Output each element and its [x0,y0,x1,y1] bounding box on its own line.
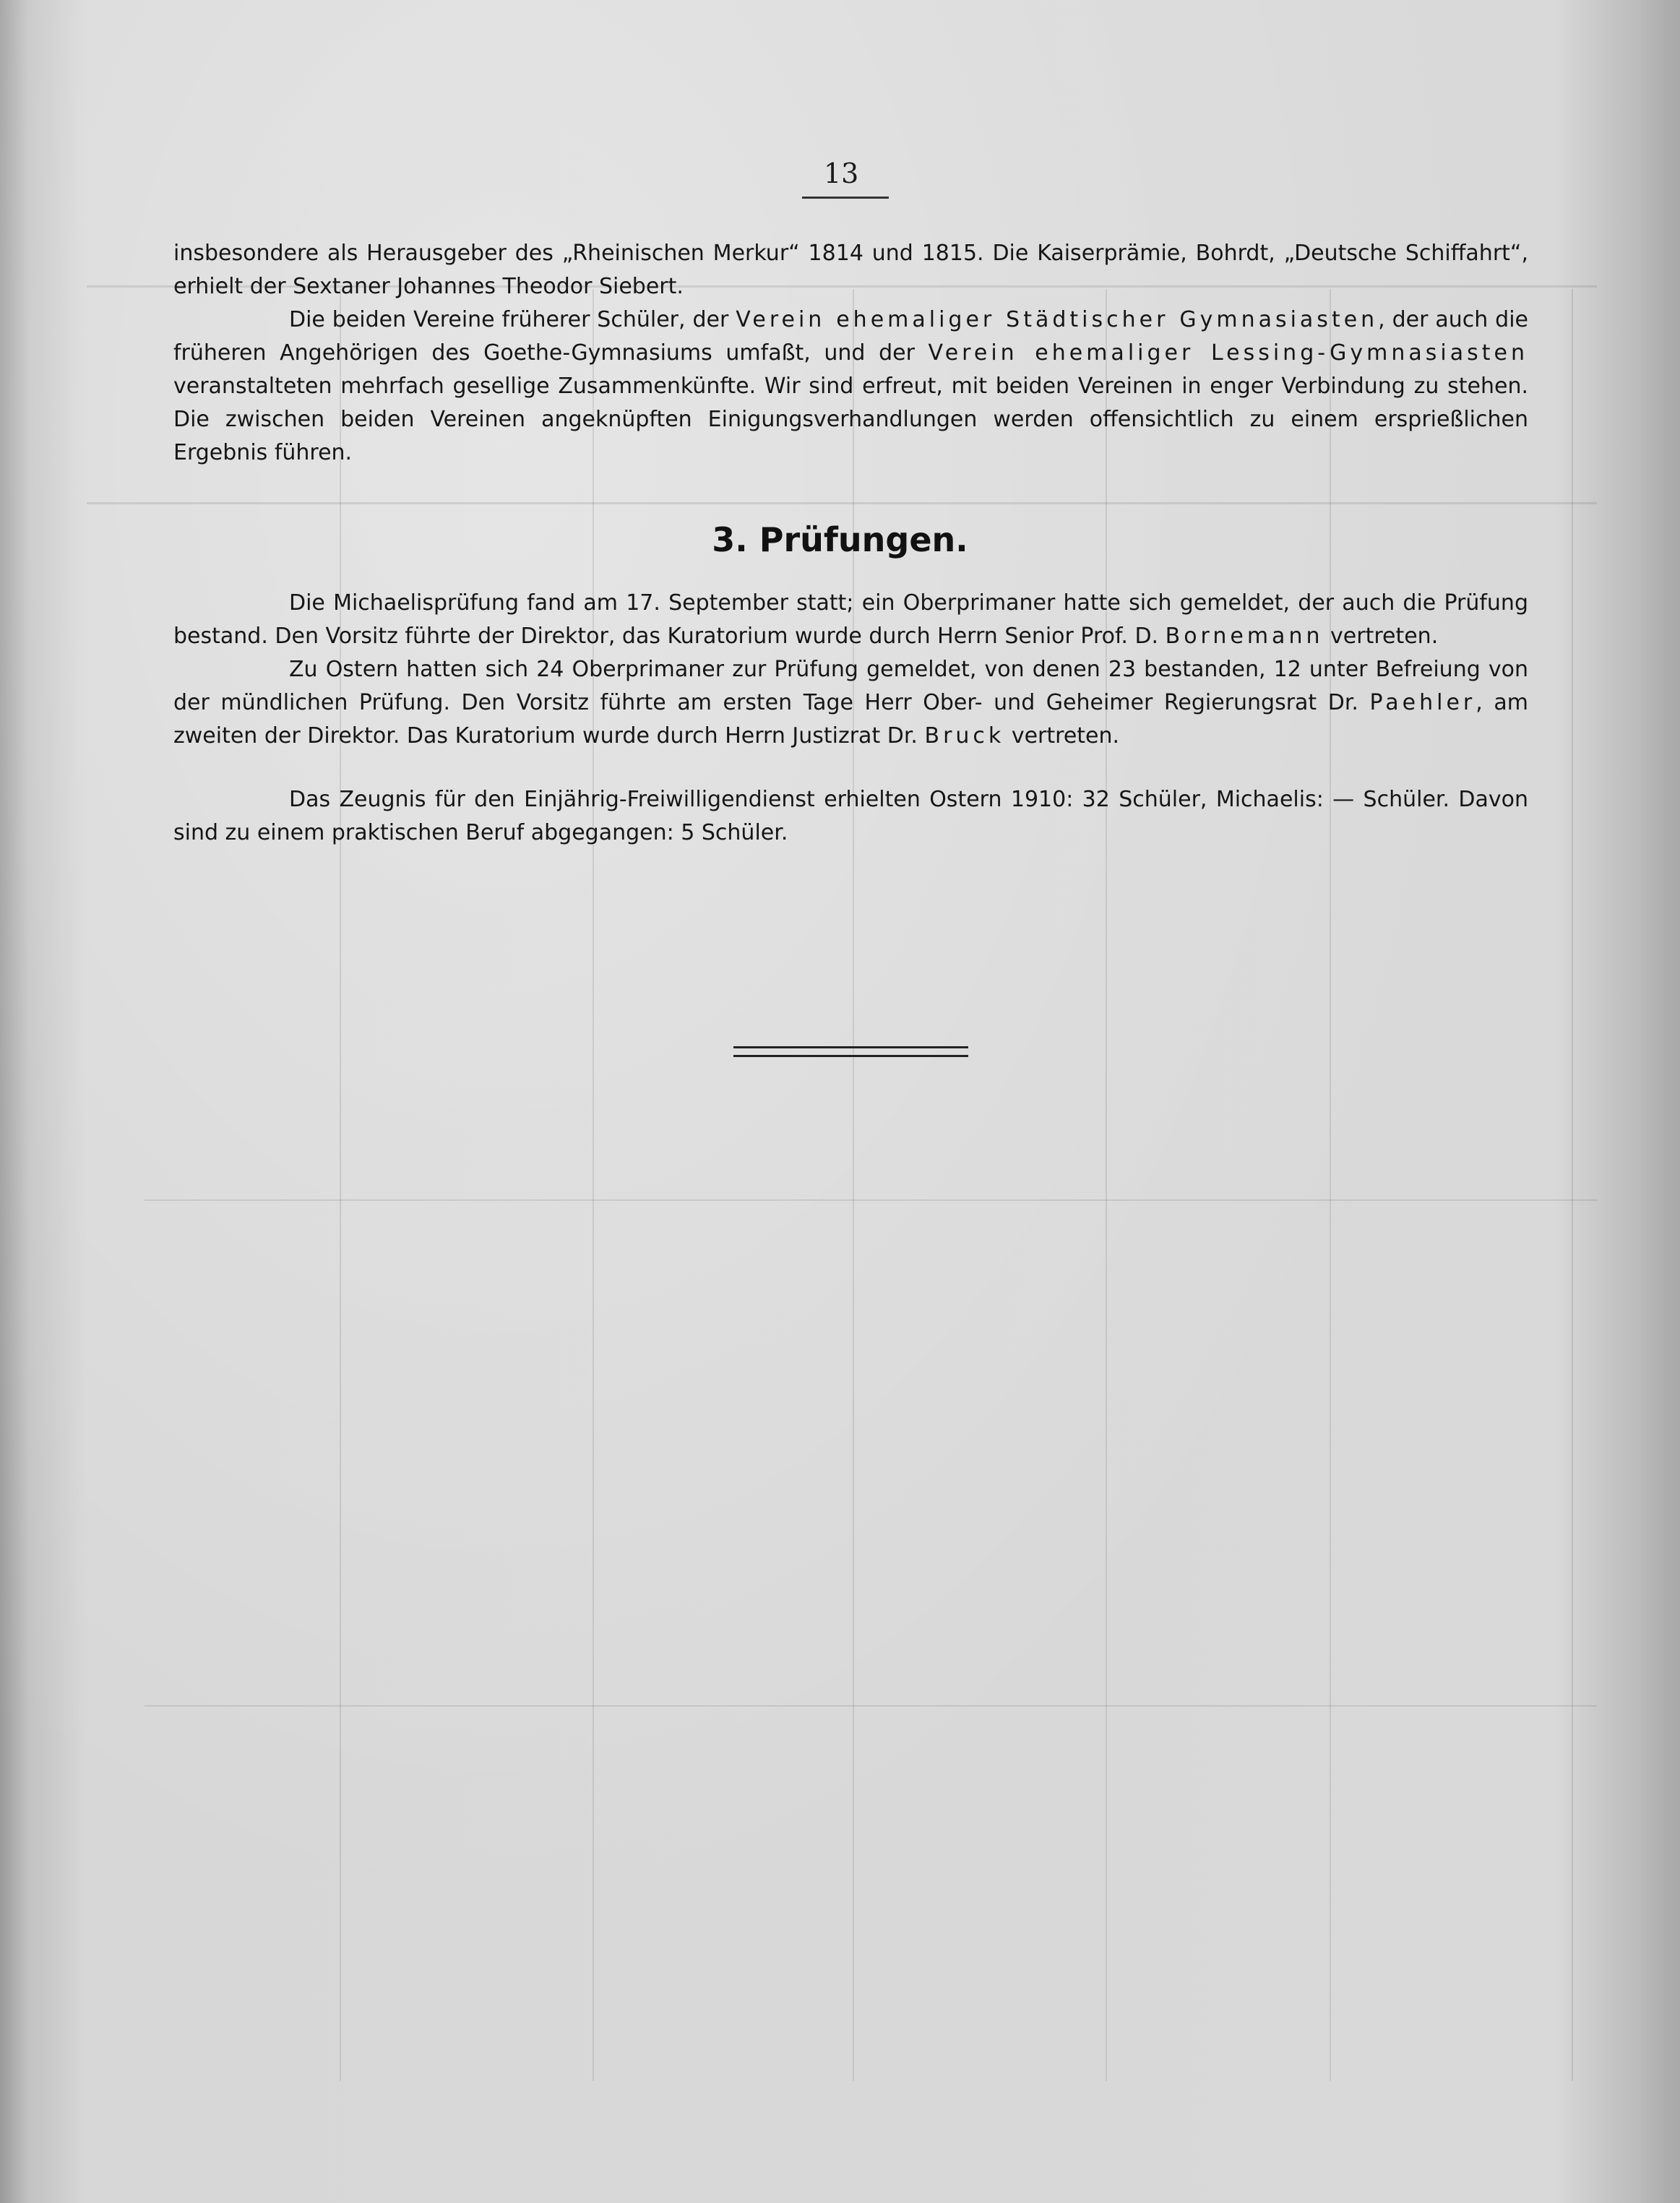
text-run: vertreten. [1323,624,1439,649]
ghost-table-rule [87,502,1597,504]
text-run: veranstalteten mehrfach gesellige Zusammenkünfte. Wir sind erfreut, mit beiden Vereinen in enger Verbindung zu stehen. Die zwischen beiden Vereinen angeknüpften Einigungsverhandlungen werden offensichtlich zu einem ersprießlichen Ergebnis führen. [173,374,1528,465]
page-number: 13 [824,158,859,189]
section-heading: 3. Prüfungen. [712,520,968,559]
text-run: vertreten. [1004,723,1120,749]
end-double-rule-top [733,1046,968,1048]
page-number-underline [802,197,889,199]
text-run: Zu Ostern hatten sich 24 Oberprimaner zur Prüfung gemeldet, von denen 23 bestanden, 12 unter Befreiung von der mündlichen Prüfung. Den Vorsitz führte am ersten Tage Herr Ober- und Geheimer Regierungsrat Dr. [173,657,1528,715]
end-double-rule-bottom [733,1055,968,1057]
text-run: , der auch die früheren Angehörigen des Goethe-Gymnasiums umfaßt, und der [173,307,1529,366]
intro-paragraph-1: insbesondere als Herausgeber des „Rheinischen Merkur“ 1814 und 1815. Die Kaiserprämie, Bohrdt, „Deutsche Schiffahrt“, erhielt der Sextaner Johannes Theodor Siebert. [173,241,1528,299]
exams-text-block [173,587,1528,850]
text-run: Die Michaelisprüfung fand am 17. September statt; ein Oberprimaner hatte sich gemeldet, der auch die Prüfung bestand. Den Vorsitz führte der Direktor, das Kuratorium wurde durch Herrn Senior Prof. D. [173,590,1528,649]
person-name-bruck: Bruck [924,723,1005,749]
ghost-table-rule [145,1705,1597,1707]
intro-text-block [173,237,1528,470]
intro-paragraph-2 [173,303,1528,470]
exams-paragraph-3: Das Zeugnis für den Einjährig-Freiwilligendienst erhielten Ostern 1910: 32 Schüler, Michaelis: — Schüler. Davon sind zu einem praktischen Beruf abgegangen: 5 Schüler. [173,787,1528,845]
association-name-staedtisch: Verein ehemaliger Städtischer Gymnasiasten [736,307,1379,332]
text-run: , am zweiten der Direktor. Das Kuratorium wurde durch Herrn Justizrat Dr. [173,690,1528,749]
ghost-table-rule [145,1199,1597,1201]
exams-paragraph-2 [173,653,1528,753]
text-run: Die beiden Vereine früherer Schüler, der [289,307,736,332]
person-name-paehler: Paehler [1369,690,1476,715]
exams-paragraph-1 [173,587,1528,653]
person-name-bornemann: Bornemann [1165,624,1324,649]
association-name-lessing: Verein ehemaliger Lessing-Gymnasiasten [928,340,1528,366]
